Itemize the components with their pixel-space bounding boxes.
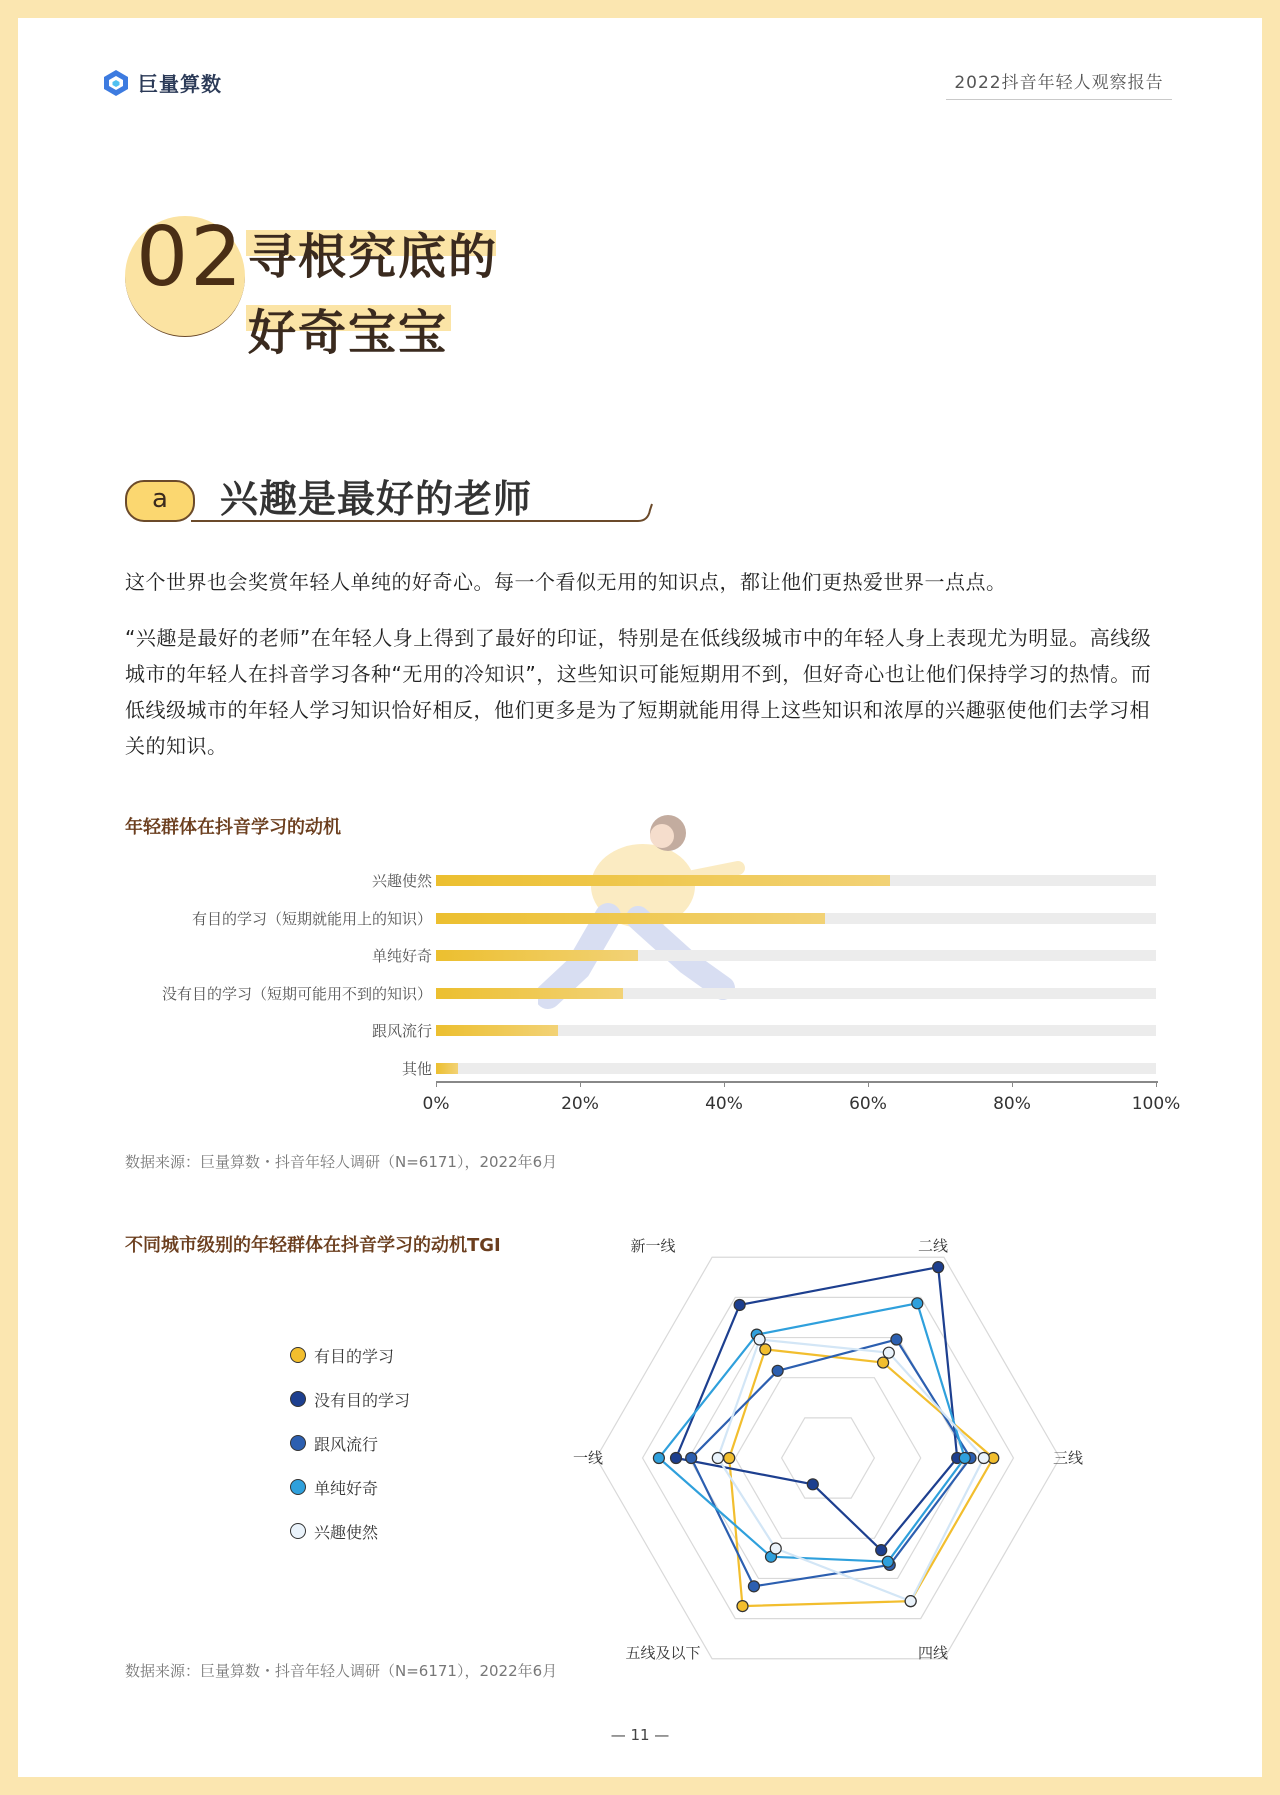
radar-axis-label: 一线 — [572, 1449, 604, 1467]
radar-axis-label: 三线 — [1052, 1449, 1084, 1467]
bar-chart-title: 年轻群体在抖音学习的动机 — [125, 817, 341, 838]
x-tick — [436, 1081, 437, 1087]
legend-label: 没有目的学习 — [314, 1390, 411, 1410]
radar-axis-label: 二线 — [917, 1237, 949, 1255]
radar-point — [754, 1334, 765, 1345]
radar-point — [712, 1453, 723, 1464]
legend-item — [290, 1421, 410, 1465]
radar-point — [737, 1601, 748, 1612]
radar-chart-source: 数据来源：巨量算数・抖音年轻人调研（N=6171），2022年6月 — [125, 1662, 558, 1680]
radar-series-line — [718, 1340, 984, 1602]
x-tick-label: 80% — [993, 1094, 1031, 1114]
bar-label: 没有目的学习（短期可能用不到的知识） — [161, 984, 432, 1003]
bar — [436, 1025, 558, 1036]
radar-point — [882, 1556, 893, 1567]
section-title-line2: 好奇宝宝 — [248, 305, 449, 361]
legend-label: 有目的学习 — [314, 1346, 395, 1366]
radar-point — [724, 1453, 735, 1464]
legend-dot-icon — [290, 1391, 306, 1407]
radar-point — [891, 1334, 902, 1345]
radar-point — [686, 1453, 697, 1464]
bar — [436, 1063, 458, 1074]
legend-item — [290, 1509, 410, 1553]
radar-point — [734, 1299, 745, 1310]
logo-text: 巨量算数 — [138, 72, 222, 96]
radar-point — [772, 1365, 783, 1376]
x-tick-label: 0% — [422, 1094, 450, 1114]
intro-paragraph: 这个世界也会奖赏年轻人单纯的好奇心。每一个看似无用的知识点，都让他们更热爱世界一点点。 — [125, 570, 1007, 594]
legend-dot-icon — [290, 1479, 306, 1495]
bar — [436, 913, 825, 924]
radar-chart — [538, 1223, 1118, 1683]
x-tick-label: 20% — [561, 1094, 599, 1114]
x-tick — [1156, 1081, 1157, 1087]
legend-dot-icon — [290, 1435, 306, 1451]
radar-point — [760, 1344, 771, 1355]
section-number: 02 — [136, 210, 245, 305]
bar-track — [436, 988, 1156, 999]
x-tick — [580, 1081, 581, 1087]
radar-point — [748, 1581, 759, 1592]
radar-point — [959, 1453, 970, 1464]
radar-series-line — [659, 1303, 965, 1561]
x-tick-label: 40% — [705, 1094, 743, 1114]
radar-point — [653, 1453, 664, 1464]
radar-point — [905, 1596, 916, 1607]
legend-label: 单纯好奇 — [314, 1478, 379, 1498]
radar-grid-ring — [782, 1418, 875, 1498]
radar-point — [933, 1262, 944, 1273]
subsection-underline — [190, 494, 660, 524]
bar-track — [436, 1025, 1156, 1036]
radar-grid-ring — [735, 1378, 920, 1539]
x-tick-label: 100% — [1131, 1094, 1181, 1114]
bar-label: 跟风流行 — [371, 1022, 432, 1041]
radar-point — [671, 1453, 682, 1464]
radar-series-line — [729, 1349, 993, 1606]
radar-axis-label: 五线及以下 — [625, 1644, 701, 1662]
legend-item — [290, 1465, 410, 1509]
radar-axis-label: 四线 — [917, 1644, 949, 1662]
legend-item — [290, 1333, 410, 1377]
legend-dot-icon — [290, 1347, 306, 1363]
body-paragraph: “兴趣是最好的老师”在年轻人身上得到了最好的印证，特别是在低线级城市中的年轻人身上表现尤为明显。高线级城市的年轻人在抖音学习各种“无用的冷知识”，这些知识可能短期用不到，但好奇心也让他们保持学习的热情。而低线级城市的年轻人学习知识恰好相反，他们更多是为了短期就能用得上这些知识和浓厚的兴趣驱使他们去学习相关的知识。 — [125, 626, 1152, 758]
radar-point — [883, 1347, 894, 1358]
legend-label: 兴趣使然 — [314, 1522, 379, 1542]
legend-label: 跟风流行 — [314, 1434, 379, 1454]
bar-label: 其他 — [401, 1060, 432, 1078]
radar-point — [978, 1453, 989, 1464]
bar-chart-source: 数据来源：巨量算数・抖音年轻人调研（N=6171），2022年6月 — [125, 1153, 558, 1171]
logo-icon — [102, 69, 130, 97]
radar-point — [912, 1298, 923, 1309]
bar-track — [436, 913, 1156, 924]
radar-series-line — [691, 1340, 970, 1587]
brand-logo — [102, 68, 222, 97]
bar-track — [436, 875, 1156, 886]
bar-label: 有目的学习（短期就能用上的知识） — [191, 909, 432, 928]
radar-point — [878, 1357, 889, 1368]
report-title: 2022抖音年轻人观察报告 — [946, 68, 1172, 100]
bar — [436, 988, 623, 999]
x-tick — [1012, 1081, 1013, 1087]
legend-item — [290, 1377, 410, 1421]
bar-track — [436, 950, 1156, 961]
radar-axis-label: 新一线 — [630, 1237, 676, 1255]
subsection-letter: a — [125, 480, 195, 522]
legend-dot-icon — [290, 1523, 306, 1539]
radar-chart-title: 不同城市级别的年轻群体在抖音学习的动机TGI — [125, 1235, 501, 1256]
radar-point — [876, 1545, 887, 1556]
x-tick — [724, 1081, 725, 1087]
report-page — [18, 18, 1262, 1777]
radar-point — [807, 1479, 818, 1490]
page-number: — 11 — — [610, 1726, 670, 1744]
bar-label: 兴趣使然 — [371, 872, 432, 890]
bar-track — [436, 1063, 1156, 1074]
x-tick — [868, 1081, 869, 1087]
runner-illustration — [538, 798, 768, 1018]
x-axis-line — [436, 1081, 1158, 1083]
subsection-title: 兴趣是最好的老师 — [220, 477, 533, 521]
bar — [436, 950, 638, 961]
radar-point — [770, 1543, 781, 1554]
radar-legend — [290, 1333, 410, 1553]
bar — [436, 875, 890, 886]
bar-label: 单纯好奇 — [371, 947, 432, 966]
x-tick-label: 60% — [849, 1094, 887, 1114]
section-title-line1: 寻根究底的 — [248, 229, 499, 285]
